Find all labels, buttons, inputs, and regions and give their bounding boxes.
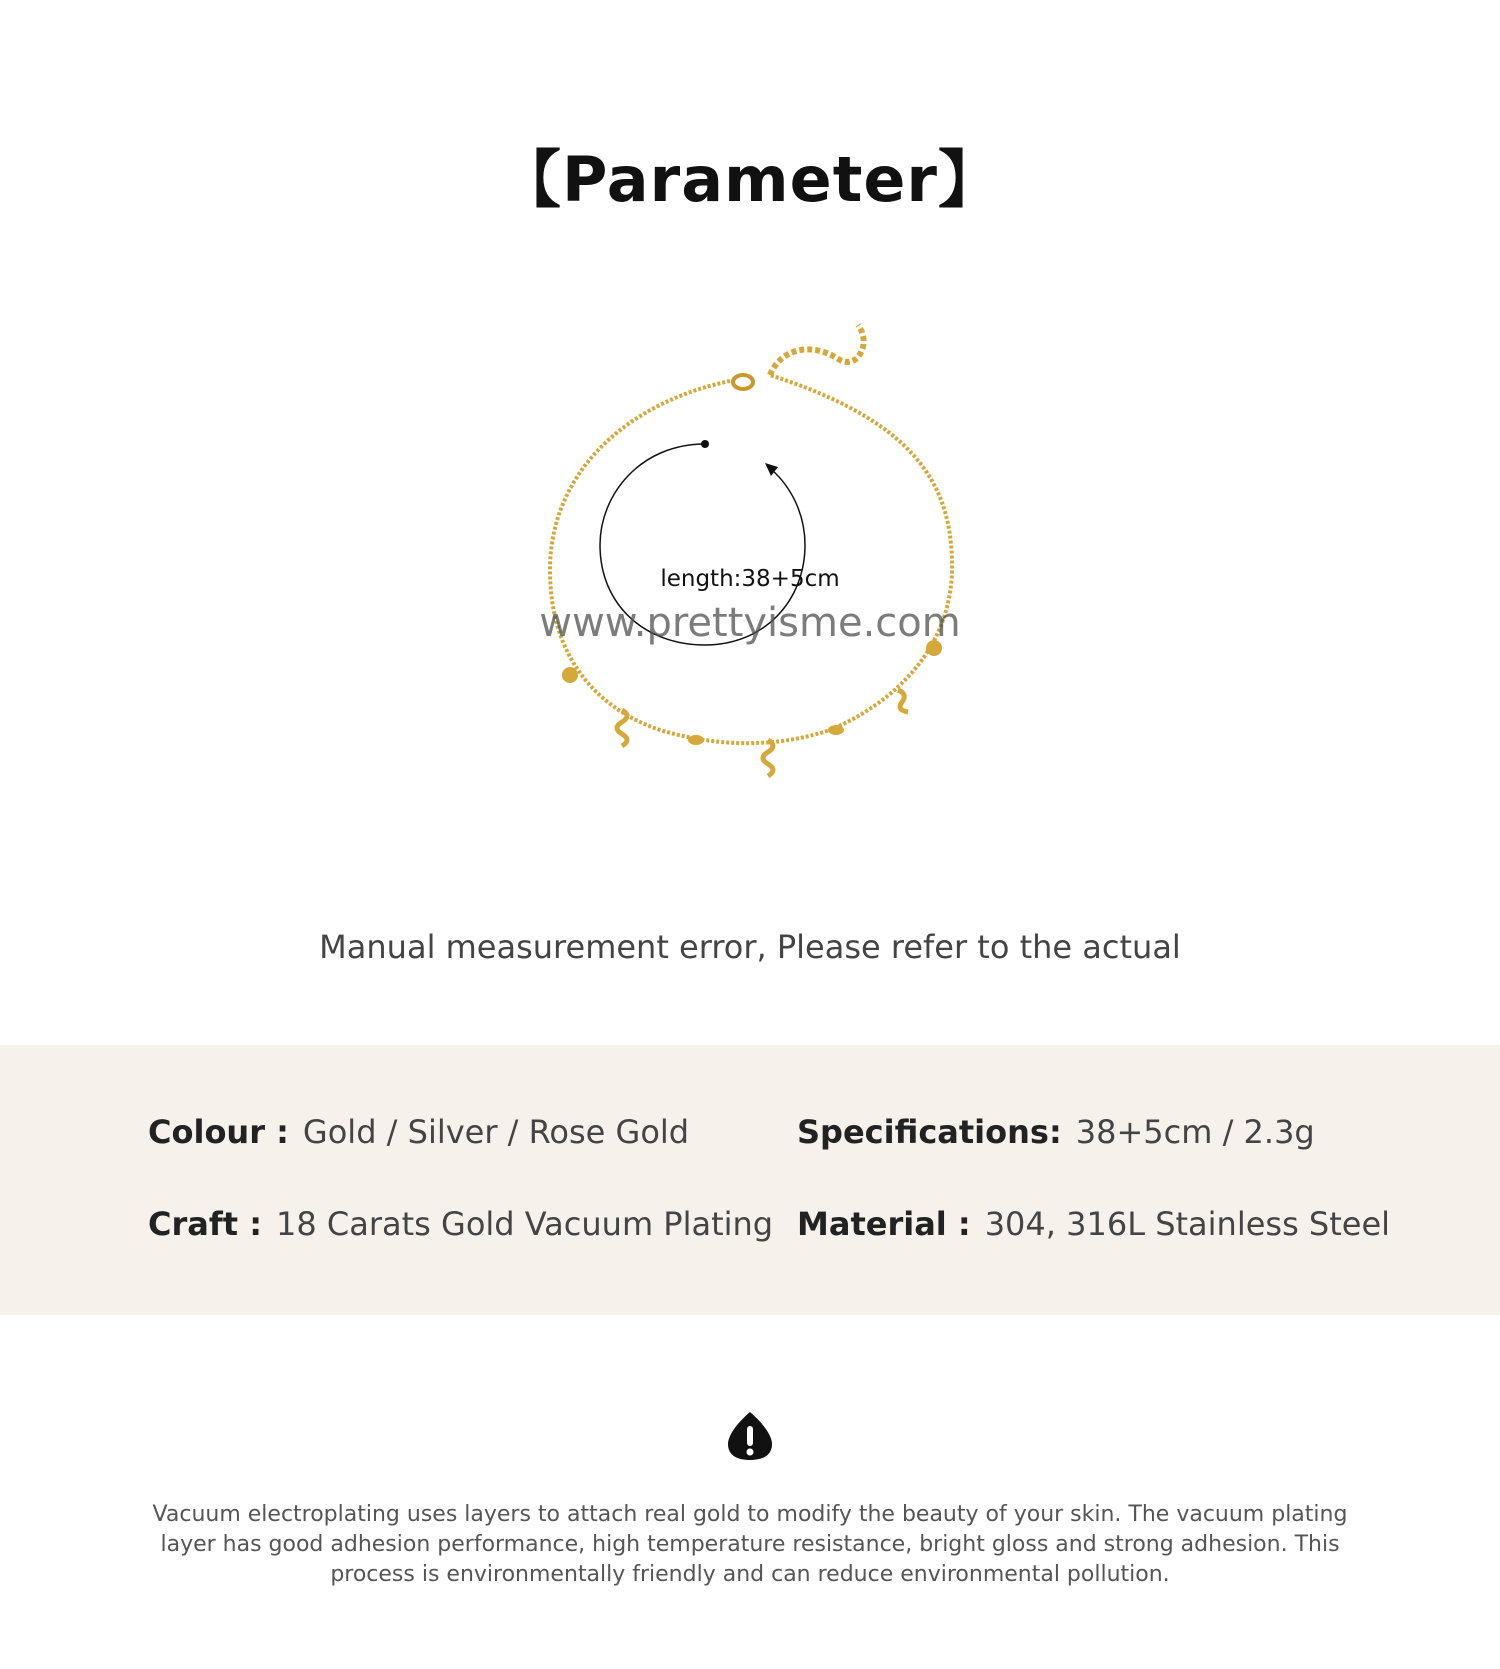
spec-specifications [797,1113,1315,1151]
measurement-start-dot [701,440,709,448]
snake-charm [763,740,773,776]
eye-charm [688,735,704,745]
spec-craft-label: Craft : [148,1205,263,1243]
specs-panel [0,1045,1500,1315]
spec-material-label: Material : [797,1205,971,1243]
spec-specifications-value: 38+5cm / 2.3g [1075,1113,1315,1151]
watermark: www.prettyisme.com [539,600,961,646]
extension-chain [770,325,864,375]
spec-material-value: 304, 316L Stainless Steel [984,1205,1391,1243]
spec-colour-value: Gold / Silver / Rose Gold [302,1113,690,1151]
spec-colour-label: Colour : [148,1113,289,1151]
spec-craft-value: 18 Carats Gold Vacuum Plating [276,1205,774,1243]
exclamation-icon [726,1410,774,1462]
spec-craft [148,1205,773,1243]
spec-specifications-label: Specifications: [797,1113,1062,1151]
lobster-clasp [733,375,753,389]
eye-charm [828,725,844,735]
necklace-chain [550,375,952,743]
page-title: 【Parameter】 [499,143,1001,216]
sun-charm [562,667,578,683]
measurement-note: Manual measurement error, Please refer to the actual [319,928,1181,966]
spec-material [797,1205,1390,1243]
spec-colour [148,1113,689,1151]
length-label: length:38+5cm [660,566,840,592]
snake-charm [617,710,627,746]
plating-description: Vacuum electroplating uses layers to attach real gold to modify the beauty of your skin. The vacuum plating layer has good adhesion performance, high temperature resistance, bright gloss and strong adhesion. This process is environmentally friendly and can reduce environmental pollution. [152,1502,1348,1587]
snake-charm [898,690,908,712]
